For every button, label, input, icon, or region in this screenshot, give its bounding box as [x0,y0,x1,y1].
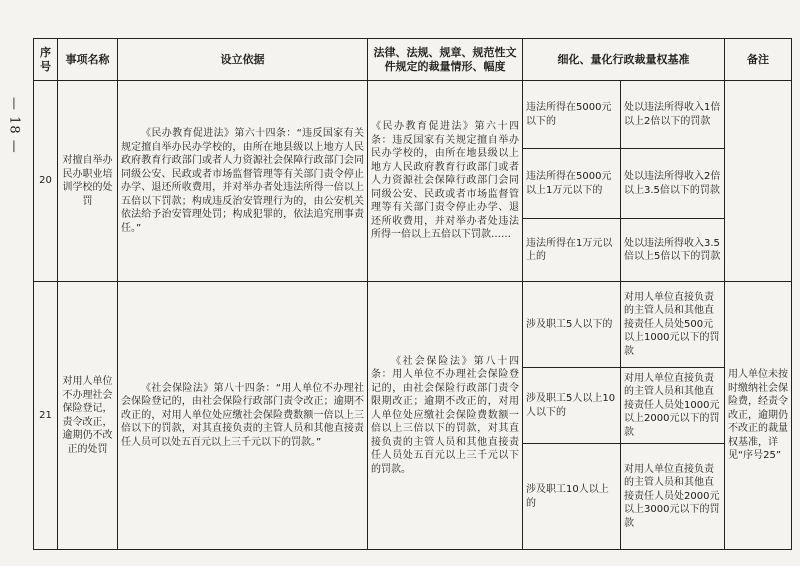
detail-condition: 涉及职工5人以上10人以下的 [523,368,621,444]
row-item-name: 对用人单位不办理社会保险登记，责令改正，逾期仍不改正的处罚 [58,282,118,550]
row-remark: 用人单位未按时缴纳社会保险费，经责令改正，逾期仍不改正的裁量权基准，详见“序号25” [725,282,792,550]
detail-condition: 涉及职工5人以下的 [523,282,621,368]
detail-standard: 对用人单位直接负责的主管人员和其他直接责任人员处500元以上1000元以下的罚款 [621,282,725,368]
detail-condition: 违法所得在5000元以下的 [523,81,621,149]
row-remark [725,81,792,282]
header-remark: 备注 [725,39,792,81]
row-legal-range: 《民办教育促进法》第六十四条：违反国家有关规定擅自举办民办学校的，由所在地县级以上地方人民政府教育行政部门或者人力资源社会保障行政部门会同同级公安、民政或者市场监督管理等有关部门责令停止办学、退还所收费用，并对举办者处违法所得一倍以上五倍以下罚款…… [368,81,523,282]
table-header-row [34,39,792,81]
row-basis: 《民办教育促进法》第六十四条：“违反国家有关规定擅自举办民办学校的，由所在地县级以上地方人民政府教育行政部门或者人力资源社会保障行政部门会同同级公安、民政或者市场监督管理等有关部门责令停止办学、退还所收费用，并对举办者处违法所得一倍以上五倍以下罚款；构成违反治安管理行为的，由公安机关依法给予治安管理处罚；构成犯罪的，依法追究刑事责任。” [118,81,368,282]
row-basis: 《社会保险法》第八十四条：“用人单位不办理社会保险登记的，由社会保险行政部门责令改正；逾期不改正的，对用人单位处应缴社会保险费数额一倍以上三倍以下的罚款，对其直接负责的主管人员和其他直接责任人员可以处五百元以上三千元以下的罚款。” [118,282,368,550]
row-item-name: 对擅自举办民办职业培训学校的处罚 [58,81,118,282]
detail-condition: 违法所得在1万元以上的 [523,219,621,282]
detail-standard: 处以违法所得收入1倍以上2倍以下的罚款 [621,81,725,149]
detail-standard: 处以违法所得收入2倍以上3.5倍以下的罚款 [621,149,725,219]
row-seq: 20 [34,81,58,282]
page-number: — 18 — [6,96,22,154]
header-item-name: 事项名称 [58,39,118,81]
table-row [34,81,792,149]
table-row [34,282,792,368]
detail-standard: 对用人单位直接负责的主管人员和其他直接责任人员处1000元以上2000元以下的罚款 [621,368,725,444]
header-basis: 设立依据 [118,39,368,81]
row-seq: 21 [34,282,58,550]
header-legal-range: 法律、法规、规章、规范性文件规定的裁量情形、幅度 [368,39,523,81]
detail-standard: 处以违法所得收入3.5倍以上5倍以下的罚款 [621,219,725,282]
detail-condition: 涉及职工10人以上的 [523,444,621,550]
header-standard: 细化、量化行政裁量权基准 [523,39,725,81]
header-seq: 序号 [34,39,58,81]
detail-condition: 违法所得在5000元以上1万元以下的 [523,149,621,219]
detail-standard: 对用人单位直接负责的主管人员和其他直接责任人员处2000元以上3000元以下的罚款 [621,444,725,550]
discretion-standard-table [33,38,792,550]
row-legal-range: 《社会保险法》第八十四条：用人单位不办理社会保险登记的，由社会保险行政部门责令限期改正；逾期不改正的，对用人单位处应缴社会保险费数额一倍以上三倍以下的罚款，对其直接负责的主管人员和其他直接责任人员处五百元以上三千元以下的罚款。 [368,282,523,550]
